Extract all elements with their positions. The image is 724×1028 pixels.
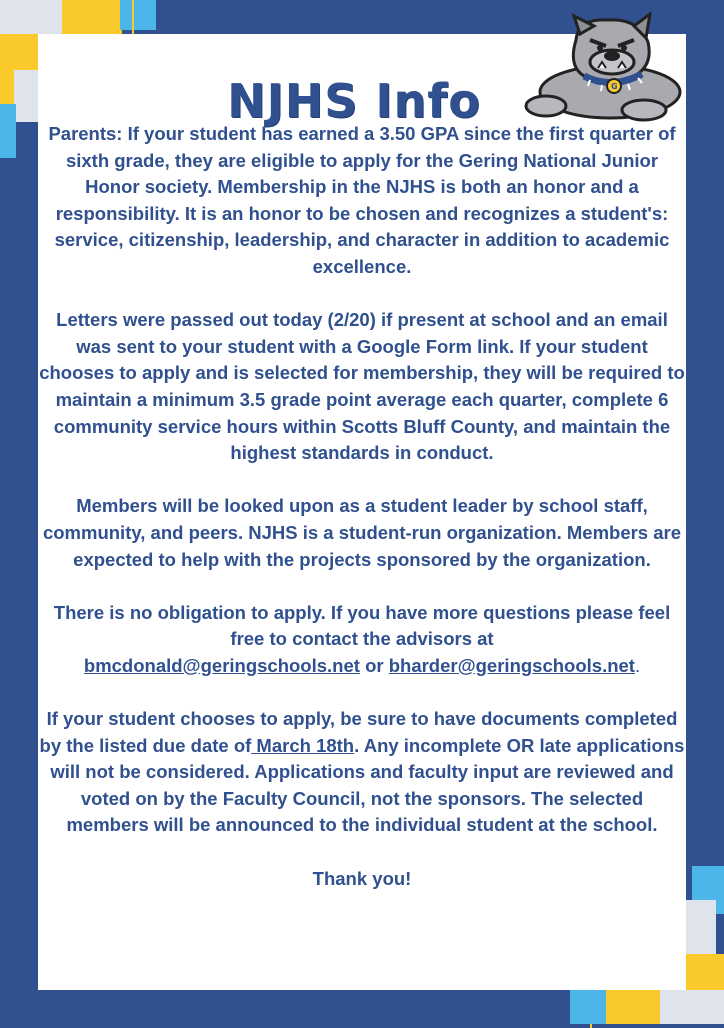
- advisor-email-link-2[interactable]: bharder@geringschools.net: [388, 654, 635, 676]
- members-paragraph: Members will be looked upon as a student leader by school staff, community, and peers. NJHS is a student-run organization. Members are expected to help with the projects sponsored by the organization.: [42, 495, 682, 570]
- info-panel: [38, 34, 686, 990]
- deadline-rest: . Any incomplete OR late applications will not be considered. Applications and faculty input are reviewed and voted on by the Faculty Council, not the sponsors. The selected members will be announced to the individual student at the school.: [50, 734, 685, 836]
- contact-end: .: [634, 654, 641, 676]
- contact-lead: There is no obligation to apply. If you have more questions please feel free to contact the advisors at: [53, 601, 671, 650]
- deadline-paragraph: [38, 706, 686, 839]
- bulldog-mascot-icon: [518, 12, 688, 124]
- contact-paragraph: [38, 600, 686, 680]
- closing-text: Thank you!: [312, 867, 412, 889]
- advisor-email-link-1[interactable]: bmcdonald@geringschools.net: [83, 654, 360, 676]
- contact-or: or: [365, 654, 384, 676]
- deadline-lead: If your student chooses to apply, be sure to have documents completed by the listed due date of: [39, 708, 678, 756]
- eligibility-paragraph: Parents: If your student has earned a 3.50 GPA since the first quarter of sixth grade, they are eligible to apply for the Gering National Junior Honor society. Membership in the NJHS is both an honor and a responsibility. It is an honor to be chosen and recognizes a student's: service, citizenship, leadership, and character in addition to academic excellence.: [48, 123, 676, 277]
- letters-paragraph: Letters were passed out today (2/20) if present at school and an email was sent to your student with a Google Form link. If your student chooses to apply and is selected for membership, they will be required to maintain a minimum 3.5 grade point average each quarter, complete 6 community service hours within Scotts Bluff County, and maintain the highest standards in conduct.: [39, 309, 685, 464]
- due-date-link[interactable]: March 18th: [251, 734, 355, 756]
- info-content: [38, 121, 686, 919]
- svg-text:G: G: [611, 82, 618, 91]
- page-title-text: NJHS Info: [227, 74, 481, 128]
